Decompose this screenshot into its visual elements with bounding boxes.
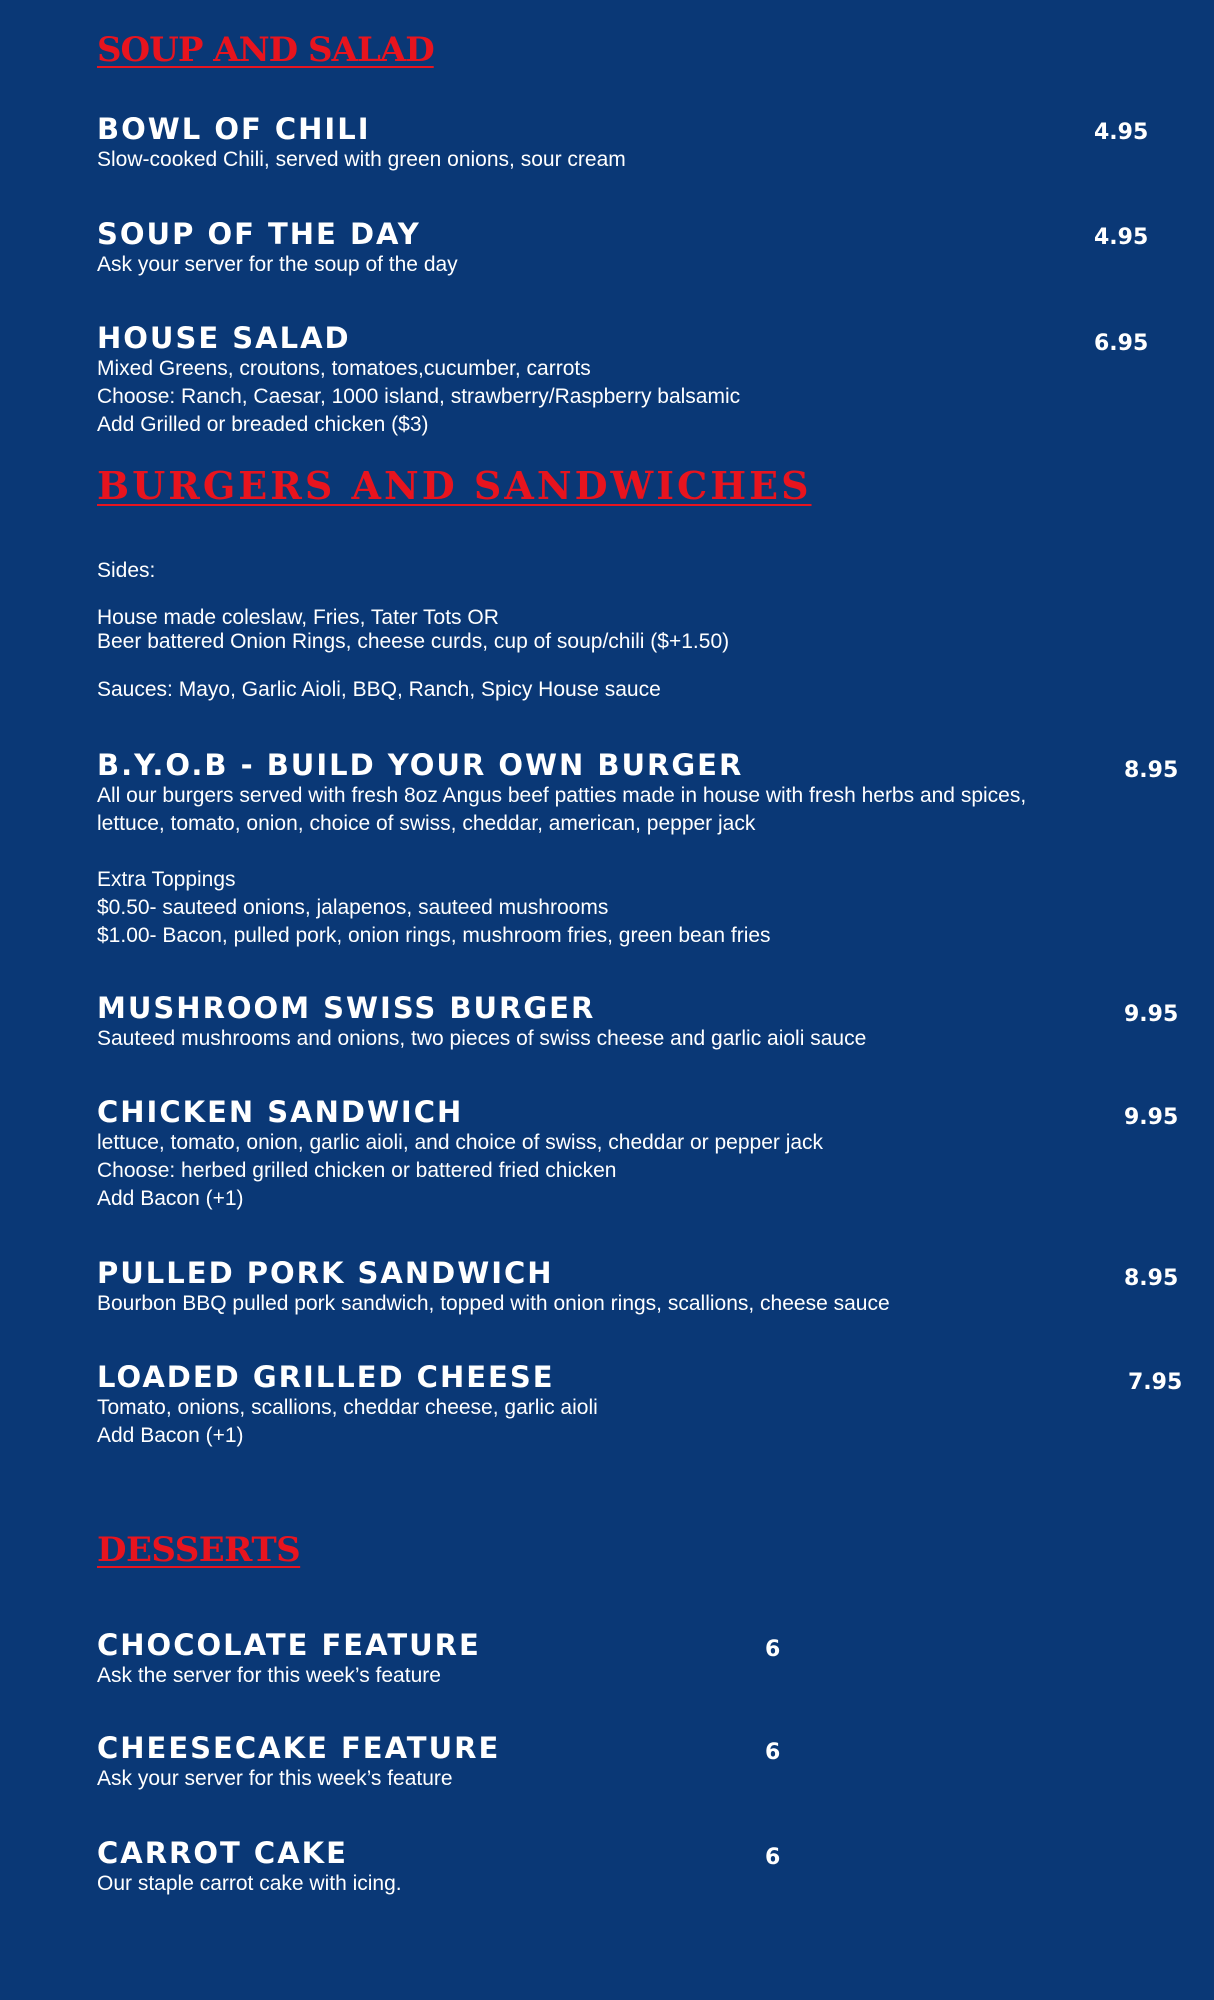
item-price: 9.95 xyxy=(1124,1105,1179,1130)
item-name: PULLED PORK SANDWICH xyxy=(97,1256,554,1290)
item-name: HOUSE SALAD xyxy=(97,321,351,355)
sides-text: House made coleslaw, Fries, Tater Tots OR Beer battered Onion Rings, cheese curds, cup of soup/chili ($+1.50) xyxy=(97,606,730,653)
item-description: lettuce, tomato, onion, garlic aioli, and choice of swiss, cheddar or pepper jack Choose: herbed grilled chicken or battered fried chicken Add Bacon (+1) xyxy=(97,1131,824,1210)
sides-label: Sides: xyxy=(97,559,156,582)
section-title-burgers-sandwiches: BURGERS AND SANDWICHES xyxy=(97,463,812,508)
item-description: All our burgers served with fresh 8oz Angus beef patties made in house with fresh herbs and spices, lettuce, tomato, onion, choice of swiss, cheddar, american, pepper jack Extra Toppings $0.50- sauteed onions, jalapenos, sauteed mushrooms $1.00- Bacon, pulled pork, onion rings, mushroom fries, green bean fries xyxy=(97,784,1027,947)
item-description: Mixed Greens, croutons, tomatoes,cucumber, carrots Choose: Ranch, Caesar, 1000 island, strawberry/Raspberry balsamic Add Grilled or breaded chicken ($3) xyxy=(97,357,741,436)
menu-item xyxy=(97,321,740,439)
item-name: SOUP OF THE DAY xyxy=(97,217,421,251)
menu-item xyxy=(97,1731,500,1793)
item-description: Ask your server for this week’s feature xyxy=(97,1767,453,1790)
item-description: Sauteed mushrooms and onions, two pieces of swiss cheese and garlic aioli sauce xyxy=(97,1027,867,1050)
item-name: LOADED GRILLED CHEESE xyxy=(97,1360,555,1394)
sauces-text: Sauces: Mayo, Garlic Aioli, BBQ, Ranch, Spicy House sauce xyxy=(97,678,661,701)
item-name: BOWL OF CHILI xyxy=(97,112,371,146)
menu-item xyxy=(97,1256,890,1318)
menu-item xyxy=(97,112,626,174)
section-title-desserts: DESSERTS xyxy=(97,1530,301,1570)
item-description: Tomato, onions, scallions, cheddar cheese, garlic aioli Add Bacon (+1) xyxy=(97,1396,598,1447)
menu-item xyxy=(97,748,1026,950)
item-price: 6 xyxy=(765,1740,781,1765)
item-price: 9.95 xyxy=(1124,1002,1179,1027)
menu-item xyxy=(97,1836,402,1898)
item-description: Slow-cooked Chili, served with green onions, sour cream xyxy=(97,148,626,171)
menu-item xyxy=(97,1360,598,1450)
item-name: CHICKEN SANDWICH xyxy=(97,1095,464,1129)
item-price: 4.95 xyxy=(1094,120,1149,145)
item-name: CHOCOLATE FEATURE xyxy=(97,1628,481,1662)
item-price: 4.95 xyxy=(1094,225,1149,250)
item-description: Bourbon BBQ pulled pork sandwich, topped with onion rings, scallions, cheese sauce xyxy=(97,1292,890,1315)
item-description: Ask the server for this week’s feature xyxy=(97,1664,441,1687)
item-price: 6.95 xyxy=(1094,331,1149,356)
menu-item xyxy=(97,1628,481,1690)
item-price: 7.95 xyxy=(1128,1370,1183,1395)
item-description: Our staple carrot cake with icing. xyxy=(97,1872,402,1895)
item-name: B.Y.O.B - BUILD YOUR OWN BURGER xyxy=(97,748,744,782)
item-price: 6 xyxy=(765,1845,781,1870)
item-price: 8.95 xyxy=(1124,758,1179,783)
item-name: MUSHROOM SWISS BURGER xyxy=(97,991,596,1025)
item-price: 6 xyxy=(765,1637,781,1662)
item-description: Ask your server for the soup of the day xyxy=(97,253,458,276)
menu-item xyxy=(97,217,458,279)
menu-item xyxy=(97,991,866,1053)
menu-item xyxy=(97,1095,823,1213)
item-price: 8.95 xyxy=(1124,1266,1179,1291)
item-name: CARROT CAKE xyxy=(97,1836,348,1870)
item-name: CHEESECAKE FEATURE xyxy=(97,1731,501,1765)
section-title-soup-salad: SOUP AND SALAD xyxy=(97,30,434,70)
